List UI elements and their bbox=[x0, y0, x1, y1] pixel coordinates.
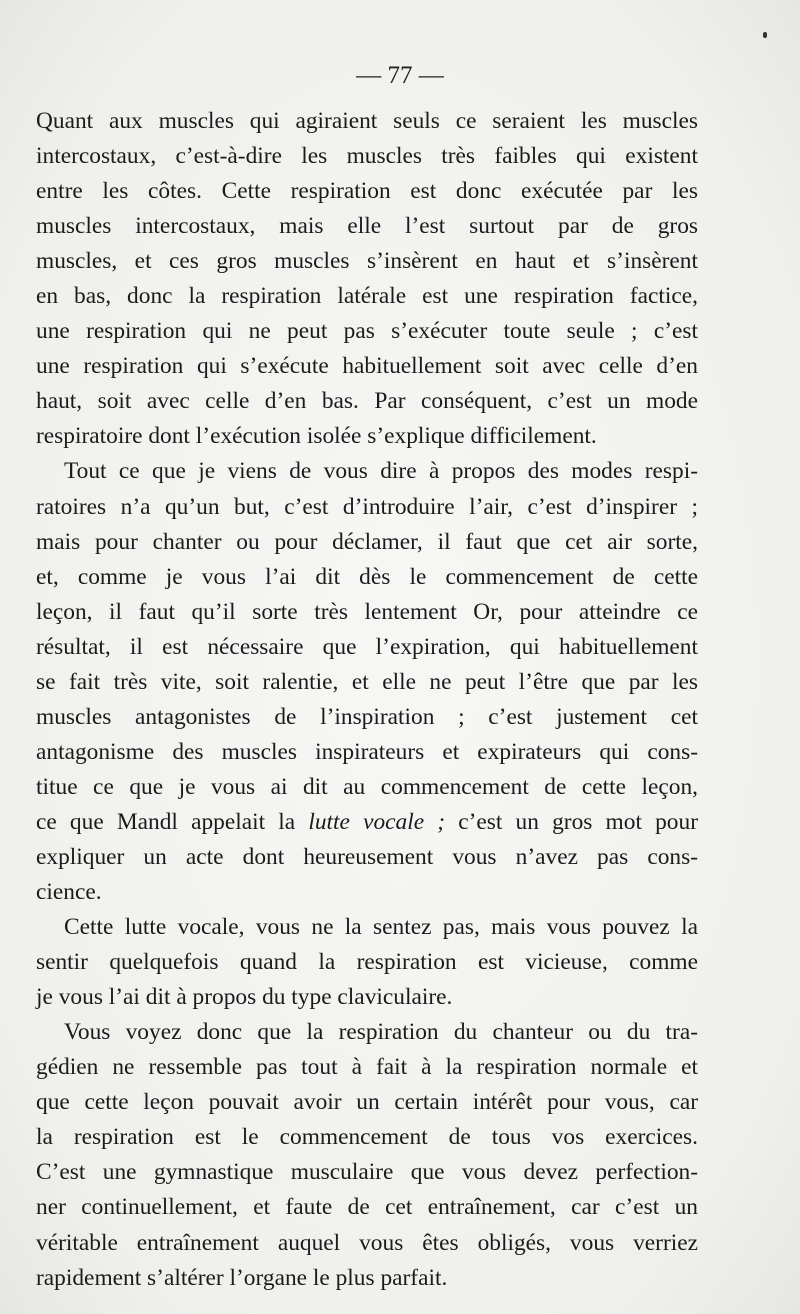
text-line: respiratoire dont l’exécution isolée s’explique difficilement. bbox=[36, 423, 597, 450]
text-line: expliquer un acte dont heureusement vous n’avez pas cons- bbox=[36, 843, 698, 870]
text-line: haut, soit avec celle d’en bas. Par conséquent, c’est un mode bbox=[36, 388, 698, 415]
italic-term: lutte vocale ; bbox=[308, 808, 446, 835]
text-line: muscles, et ces gros muscles s’insèrent en haut et s’insèrent bbox=[36, 248, 698, 275]
page-body bbox=[36, 104, 698, 1296]
text-line: intercostaux, c’est-à-dire les muscles très faibles qui existent bbox=[36, 143, 698, 170]
text-line: muscles intercostaux, mais elle l’est surtout par de gros bbox=[36, 213, 698, 240]
text-line: Vous voyez donc que la respiration du chanteur ou du tra- bbox=[64, 1019, 698, 1046]
text-line: sentir quelquefois quand la respiration est vicieuse, comme bbox=[36, 949, 698, 976]
text-line: la respiration est le commencement de tous vos exercices. bbox=[36, 1124, 698, 1151]
ink-speck bbox=[763, 32, 767, 38]
text-line: leçon, il faut qu’il sorte très lentement Or, pour atteindre ce bbox=[36, 598, 698, 625]
page-number: — 77 — bbox=[356, 62, 444, 89]
text-line: rapidement s’altérer l’organe le plus parfait. bbox=[36, 1264, 448, 1291]
text-line: Tout ce que je viens de vous dire à propos des modes respi- bbox=[64, 458, 698, 485]
text-line: ner continuellement, et faute de cet entraînement, car c’est un bbox=[36, 1194, 698, 1221]
text-line: antagonisme des muscles inspirateurs et expirateurs qui cons- bbox=[36, 738, 698, 765]
text-line: que cette leçon pouvait avoir un certain intérêt pour vous, car bbox=[36, 1089, 698, 1116]
text-line: ratoires n’a qu’un but, c’est d’introduire l’air, c’est d’inspirer ; bbox=[36, 493, 698, 520]
text-line: muscles antagonistes de l’inspiration ; c’est justement cet bbox=[36, 703, 698, 730]
text-line: cience. bbox=[36, 879, 102, 906]
text-line-mandl bbox=[36, 805, 698, 840]
text-line: titue ce que je vous ai dit au commencement de cette leçon, bbox=[36, 773, 698, 800]
paragraph-1 bbox=[36, 104, 698, 454]
text-line: se fait très vite, soit ralentie, et elle ne peut l’être que par les bbox=[36, 668, 698, 695]
text-line: C’est une gymnastique musculaire que vous devez perfection- bbox=[36, 1159, 698, 1186]
text-line: une respiration qui s’exécute habituellement soit avec celle d’en bbox=[36, 353, 698, 380]
paragraph-4 bbox=[36, 1015, 698, 1295]
text-line: résultat, il est nécessaire que l’expiration, qui habituellement bbox=[36, 633, 698, 660]
paragraph-2 bbox=[36, 454, 698, 910]
text-line: Cette lutte vocale, vous ne la sentez pas, mais vous pouvez la bbox=[64, 914, 698, 941]
text-line: véritable entraînement auquel vous êtes obligés, vous verriez bbox=[36, 1229, 698, 1256]
paragraph-3 bbox=[36, 910, 698, 1015]
text-line: gédien ne ressemble pas tout à fait à la respiration normale et bbox=[36, 1054, 698, 1081]
text-line: je vous l’ai dit à propos du type claviculaire. bbox=[36, 984, 453, 1011]
text-line: une respiration qui ne peut pas s’exécuter toute seule ; c’est bbox=[36, 318, 698, 345]
text-run: c’est un gros mot pour bbox=[445, 808, 698, 835]
text-line: et, comme je vous l’ai dit dès le commencement de cette bbox=[36, 563, 698, 590]
text-line: Quant aux muscles qui agiraient seuls ce seraient les muscles bbox=[36, 108, 698, 134]
text-run: ce que Mandl appelait la bbox=[36, 808, 309, 835]
text-line: mais pour chanter ou pour déclamer, il faut que cet air sorte, bbox=[36, 528, 698, 555]
text-line: entre les côtes. Cette respiration est donc exécutée par les bbox=[36, 178, 698, 205]
text-line: en bas, donc la respiration latérale est une respiration factice, bbox=[36, 283, 698, 310]
